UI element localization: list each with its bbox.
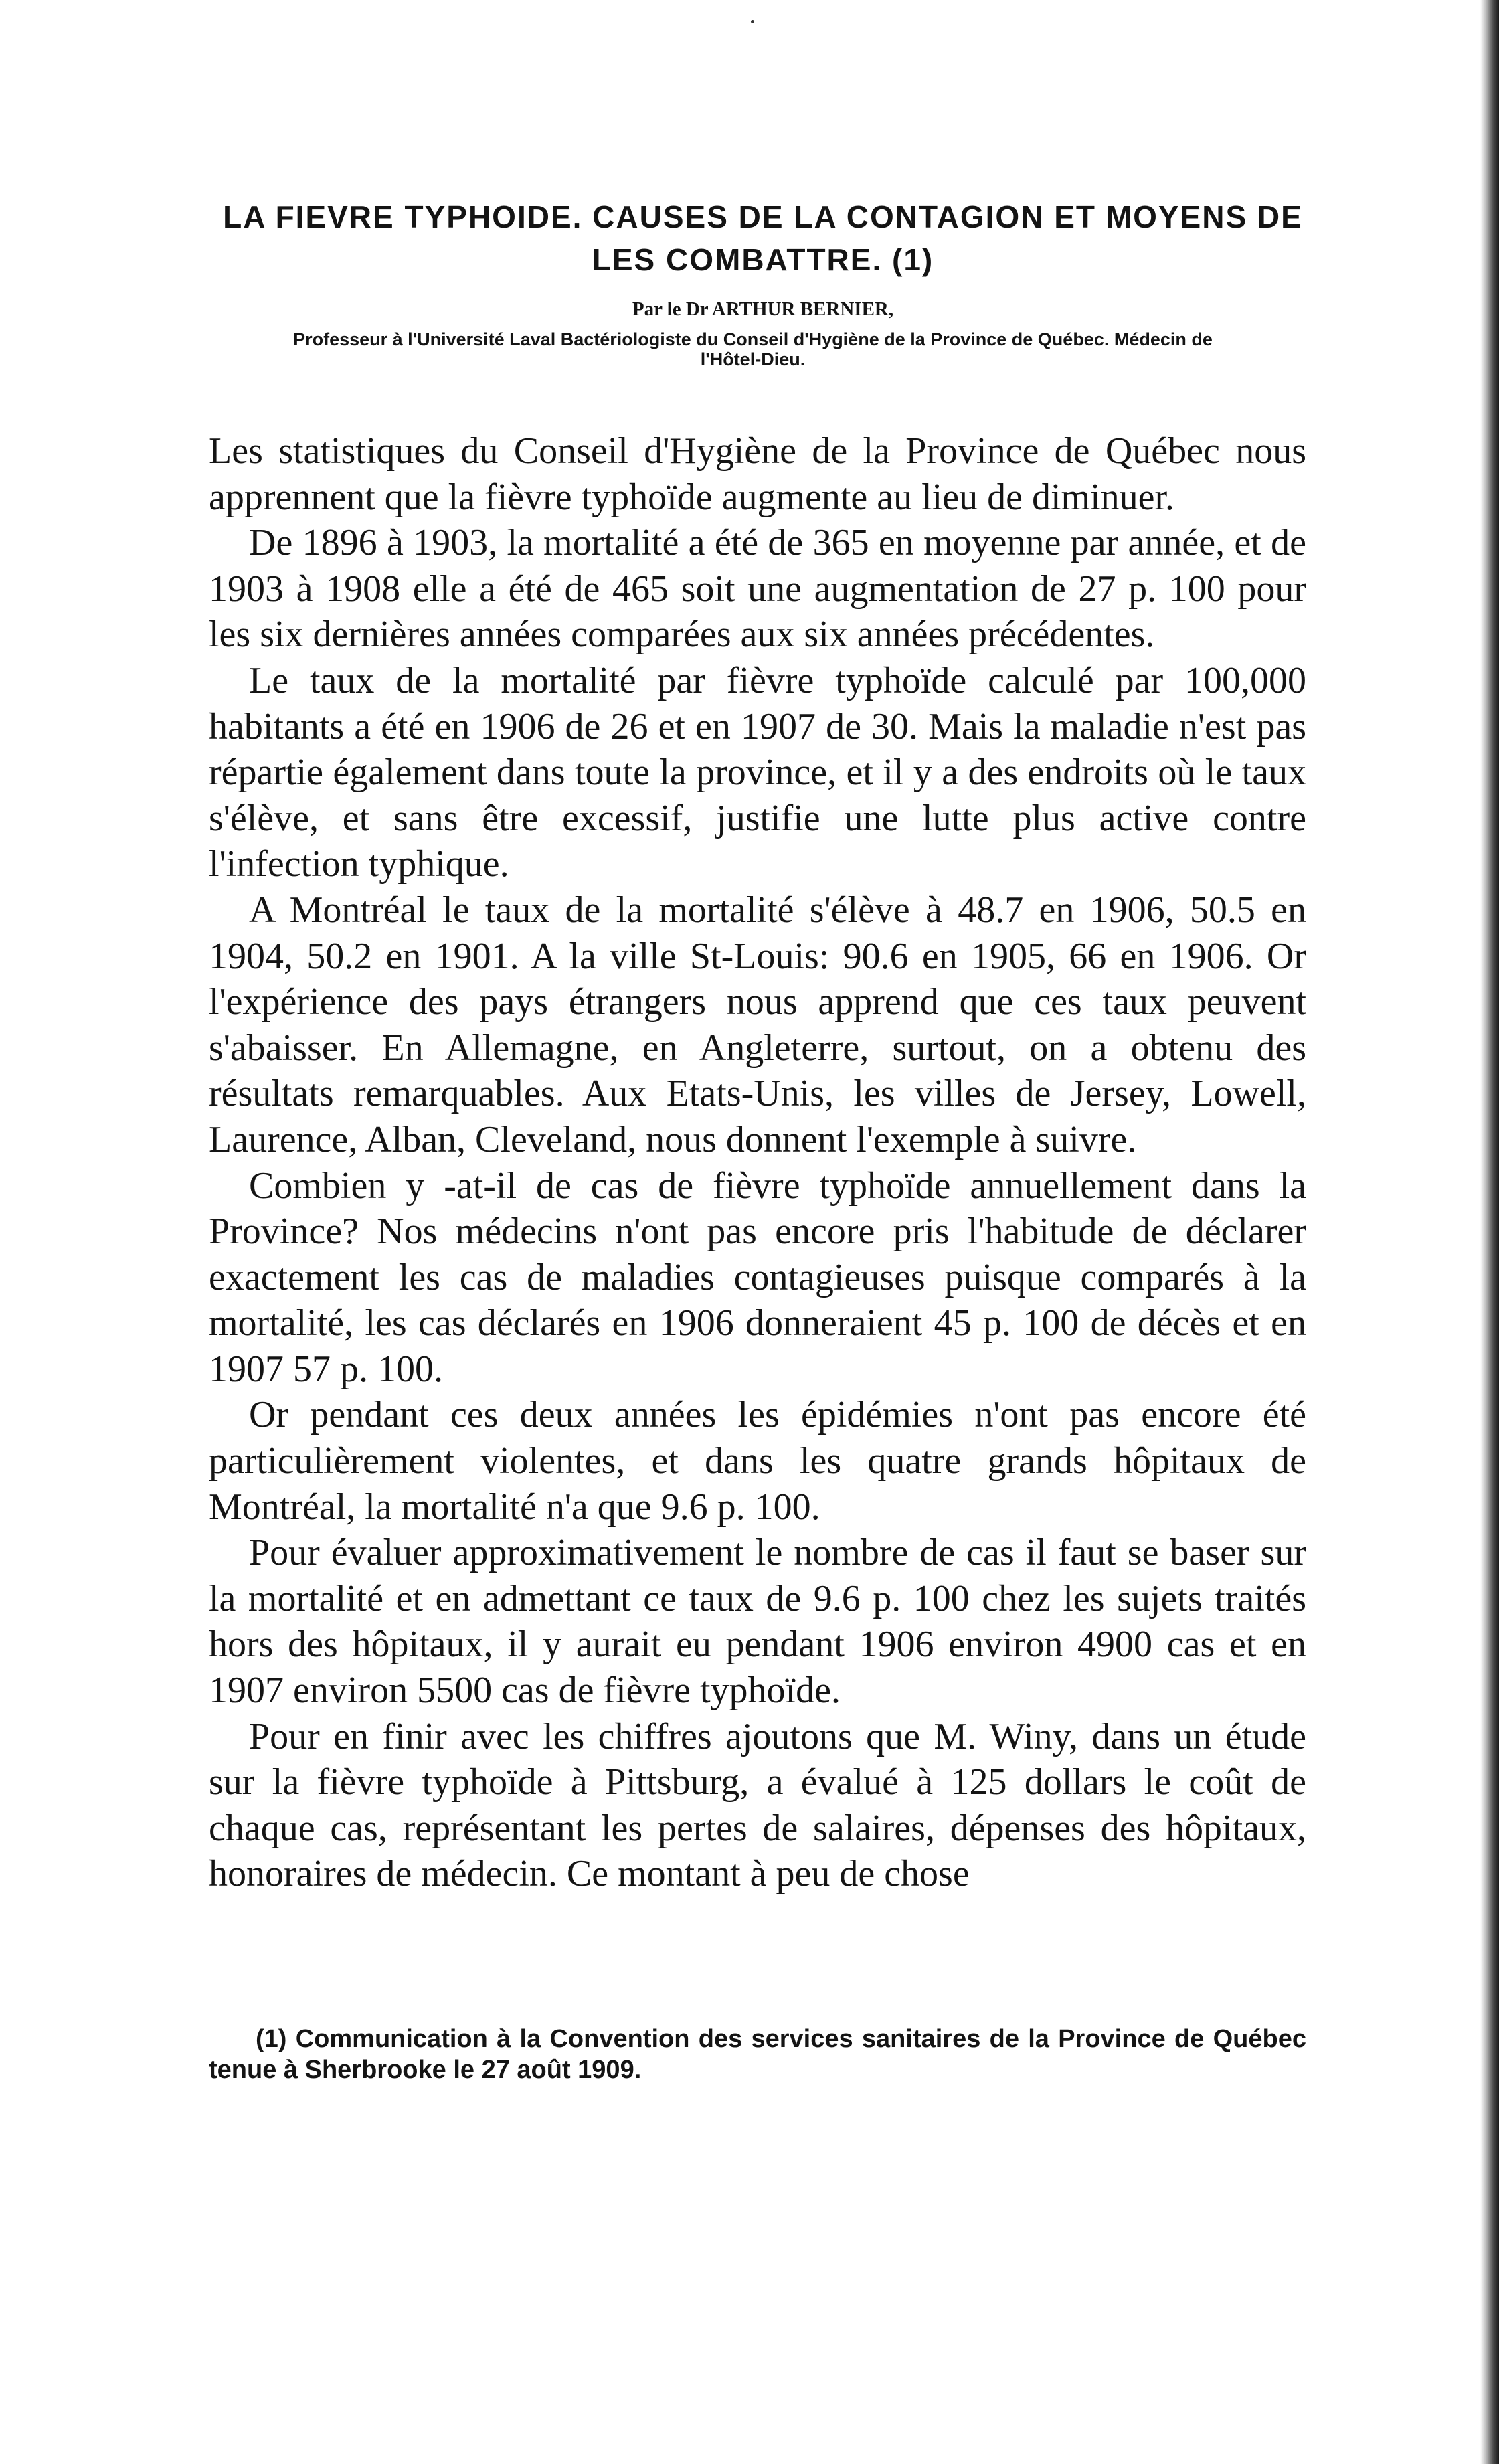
footnote: (1) Communication à la Convention des services sanitaires de la Province de Québec tenue à Sherbrooke le 27 août 1909. [209, 2025, 1306, 2084]
paragraph-7: Pour évaluer approximativement le nombre de cas il faut se baser sur la mortalité et en admettant ce taux de 9.6 p. 100 chez les sujets traités hors des hôpitaux, il y aurait eu pendant 1906 environ 4900 cas et en 1907 environ 5500 cas de fièvre typhoïde. [209, 1532, 1306, 1712]
author-affiliation: Professeur à l'Université Laval Bactériologiste du Conseil d'Hygiène de la Province de Québec. Médecin de l'Hôtel-Dieu. [293, 329, 1213, 369]
scan-speck [751, 20, 754, 23]
author-line: Par le Dr ARTHUR BERNIER, [632, 298, 894, 320]
paragraph-4: A Montréal le taux de la mortalité s'élève à 48.7 en 1906, 50.5 en 1904, 50.2 en 1901. A la ville St-Louis: 90.6 en 1905, 66 en 1906. Or l'expérience des pays étrangers nous apprend que ces taux peuvent s'abaisser. En Allemagne, en Angleterre, surtout, on a obtenu des résultats remarquables. Aux Etats-Unis, les villes de Jersey, Lowell, Laurence, Alban, Cleveland, nous donnent l'exemple à suivre. [209, 889, 1306, 1160]
page-edge-shadow [1480, 0, 1499, 2464]
paragraph-2: De 1896 à 1903, la mortalité a été de 365 en moyenne par année, et de 1903 à 1908 elle a été de 465 soit une augmentation de 27 p. 100 pour les six dernières années comparées aux six années précédentes. [209, 522, 1306, 656]
paragraph-8: Pour en finir avec les chiffres ajoutons que M. Winy, dans un étude sur la fièvre typhoïde à Pittsburg, a évalué à 125 dollars le coût de chaque cas, représentant les pertes de salaires, dépenses des hôpitaux, honoraires de médecin. Ce montant à peu de chose [209, 1715, 1306, 1895]
article-body [209, 428, 1306, 1897]
paragraph-6: Or pendant ces deux années les épidémies n'ont pas encore été particulièrement violentes, et dans les quatre grands hôpitaux de Montréal, la mortalité n'a que 9.6 p. 100. [209, 1394, 1306, 1528]
paragraph-5: Combien y -at-il de cas de fièvre typhoïde annuellement dans la Province? Nos médecins n'ont pas encore pris l'habitude de déclarer exactement les cas de maladies contagieuses puisque comparés à la mortalité, les cas déclarés en 1906 donneraient 45 p. 100 de décès et en 1907 57 p. 100. [209, 1164, 1306, 1390]
paragraph-3: Le taux de la mortalité par fièvre typhoïde calculé par 100,000 habitants a été en 1906 de 26 et en 1907 de 30. Mais la maladie n'est pas répartie également dans toute la province, et il y a des endroits où le taux s'élève, et sans être excessif, justifie une lutte plus active contre l'infection typhique. [209, 659, 1306, 885]
paragraph-1: Les statistiques du Conseil d'Hygiène de la Province de Québec nous apprennent que la fièvre typhoïde augmente au lieu de diminuer. [209, 430, 1306, 518]
article-title: LA FIEVRE TYPHOIDE. CAUSES DE LA CONTAGION ET MOYENS DE LES COMBATTRE. (1) [223, 199, 1303, 277]
